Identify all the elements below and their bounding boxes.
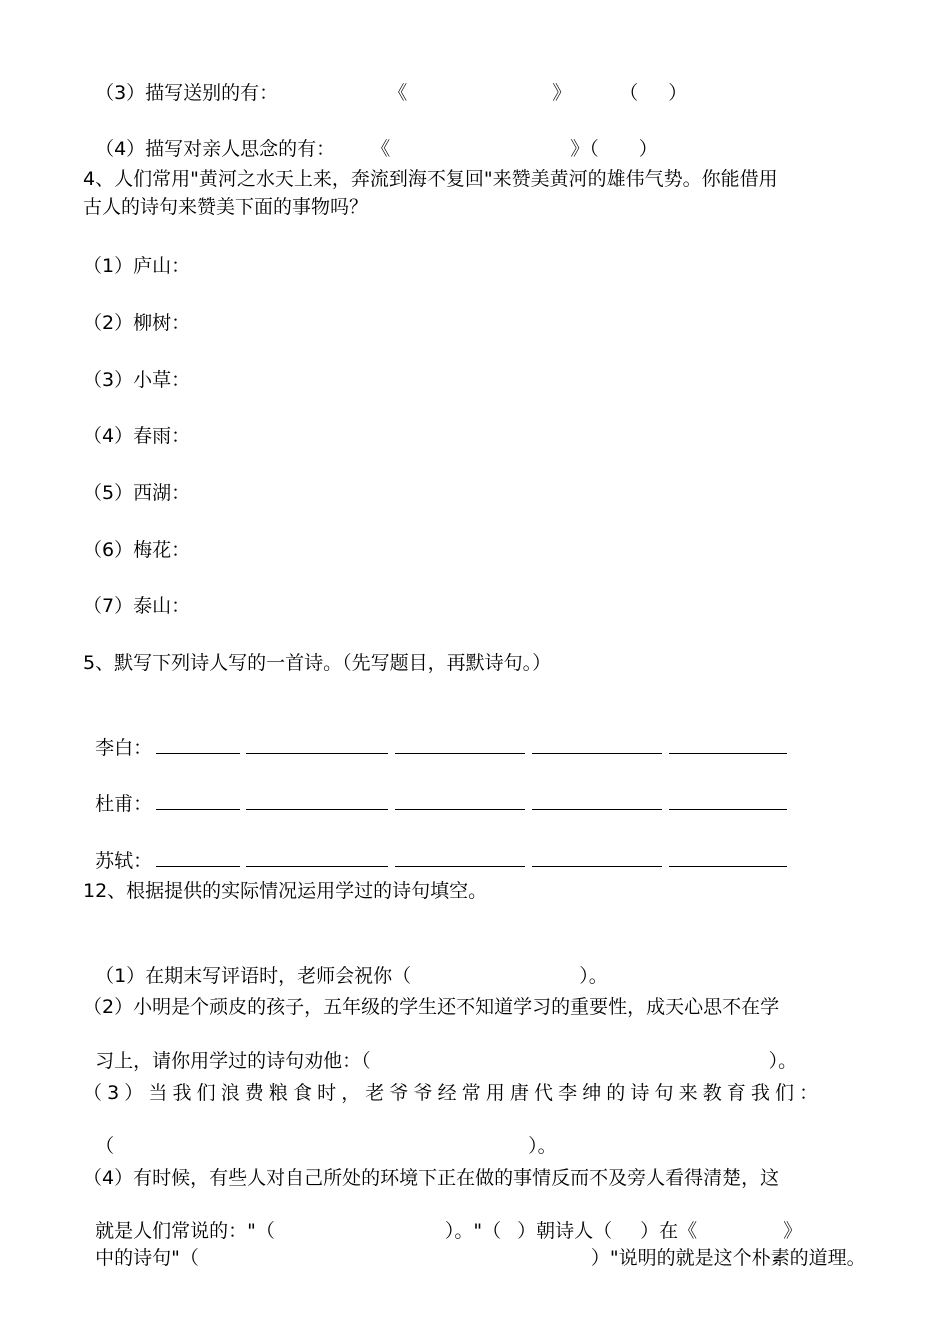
q4-item-2: （2）柳树： [83,312,191,334]
answer-blank[interactable] [532,848,662,867]
q12-item-4-text-d: ）在《 [640,1220,698,1242]
answer-blank[interactable] [156,848,240,867]
answer-blank[interactable] [669,791,787,810]
q12-item-4-text-e: 》 [783,1220,803,1242]
answer-blank[interactable] [395,791,525,810]
q4-item-5: （5）西湖： [83,482,191,504]
answer-blank[interactable] [669,735,787,754]
q12-item-1-suffix: ）。 [579,965,608,987]
poet-name: 李白： [95,737,153,759]
q12-item-4-text-b: ）。"（ [444,1220,502,1242]
poet-row-libai [83,709,890,761]
poet-name: 杜甫： [95,793,153,815]
q4-title-line-2: 古人的诗句来赞美下面的事物吗？ [83,196,369,218]
q12-item-3-line-1: （3）当我们浪费粮食时，老爷爷经常用唐代李绅的诗句来教育我们： [83,1082,824,1104]
answer-blank[interactable] [246,791,388,810]
q5-title: 5、默写下列诗人写的一首诗。（先写题目，再默诗句。） [83,652,552,674]
poet-name: 苏轼： [95,850,153,872]
answer-blank[interactable] [156,735,240,754]
q12-item-4-text-a: 就是人们常说的："（ [95,1220,275,1242]
book-open: 《 [371,138,391,160]
book-open: 《 [388,82,408,104]
q4-item-1: （1）庐山： [83,255,191,277]
q12-item-3-prefix: （ [95,1135,115,1157]
q4-title-line-1: 4、人们常用"黄河之水天上来，奔流到海不复回"来赞美黄河的雄伟气势。你能借用 [83,168,778,190]
q4-item-7: （7）泰山： [83,595,191,617]
q3-item-4-label: （4）描写对亲人思念的有： [95,138,336,160]
q12-item-4-line-1: （4）有时候，有些人对自己所处的环境下正在做的事情反而不及旁人看得清楚，这 [83,1167,780,1189]
q12-item-1 [83,937,890,989]
q12-item-3-line-2 [83,1107,890,1159]
poet-row-sushi [83,822,890,874]
q4-item-6: （6）梅花： [83,539,191,561]
q3-item-3-label: （3）描写送别的有： [95,82,279,104]
poet-row-dufu [83,765,890,817]
q12-item-2-prefix: 习上，请你用学过的诗句劝他：（ [95,1050,371,1072]
q12-item-3-suffix: ）。 [528,1135,557,1157]
paren-close: ） [638,138,658,160]
q4-item-3: （3）小草： [83,369,191,391]
paren-close: ） [668,82,688,104]
q12-item-1-prefix: （1）在期末写评语时，老师会祝你（ [95,965,412,987]
q12-item-4-text-f: 中的诗句"（ [95,1247,199,1269]
q12-item-4-text-g: ）"说明的就是这个朴素的道理。 [590,1247,866,1269]
q12-item-4-text-c: ）朝诗人（ [517,1220,613,1242]
q4-item-4: （4）春雨： [83,425,191,447]
answer-blank[interactable] [246,735,388,754]
q12-item-4-line-3 [83,1219,890,1271]
book-close: 》 [570,138,590,160]
book-close: 》 [552,82,572,104]
answer-blank[interactable] [156,791,240,810]
q3-item-3 [83,54,890,106]
answer-blank[interactable] [532,791,662,810]
q12-title: 12、根据提供的实际情况运用学过的诗句填空。 [83,880,488,902]
answer-blank[interactable] [669,848,787,867]
answer-blank[interactable] [395,848,525,867]
q12-item-2-line-1: （2）小明是个顽皮的孩子，五年级的学生还不知道学习的重要性，成天心思不在学 [83,996,780,1018]
q12-item-2-line-2 [83,1022,890,1074]
paren-open: （ [619,82,639,104]
answer-blank[interactable] [532,735,662,754]
q12-item-2-suffix: ）。 [768,1050,798,1072]
answer-blank[interactable] [246,848,388,867]
q3-item-4 [83,110,890,162]
answer-blank[interactable] [395,735,525,754]
paren-open: （ [589,138,599,160]
